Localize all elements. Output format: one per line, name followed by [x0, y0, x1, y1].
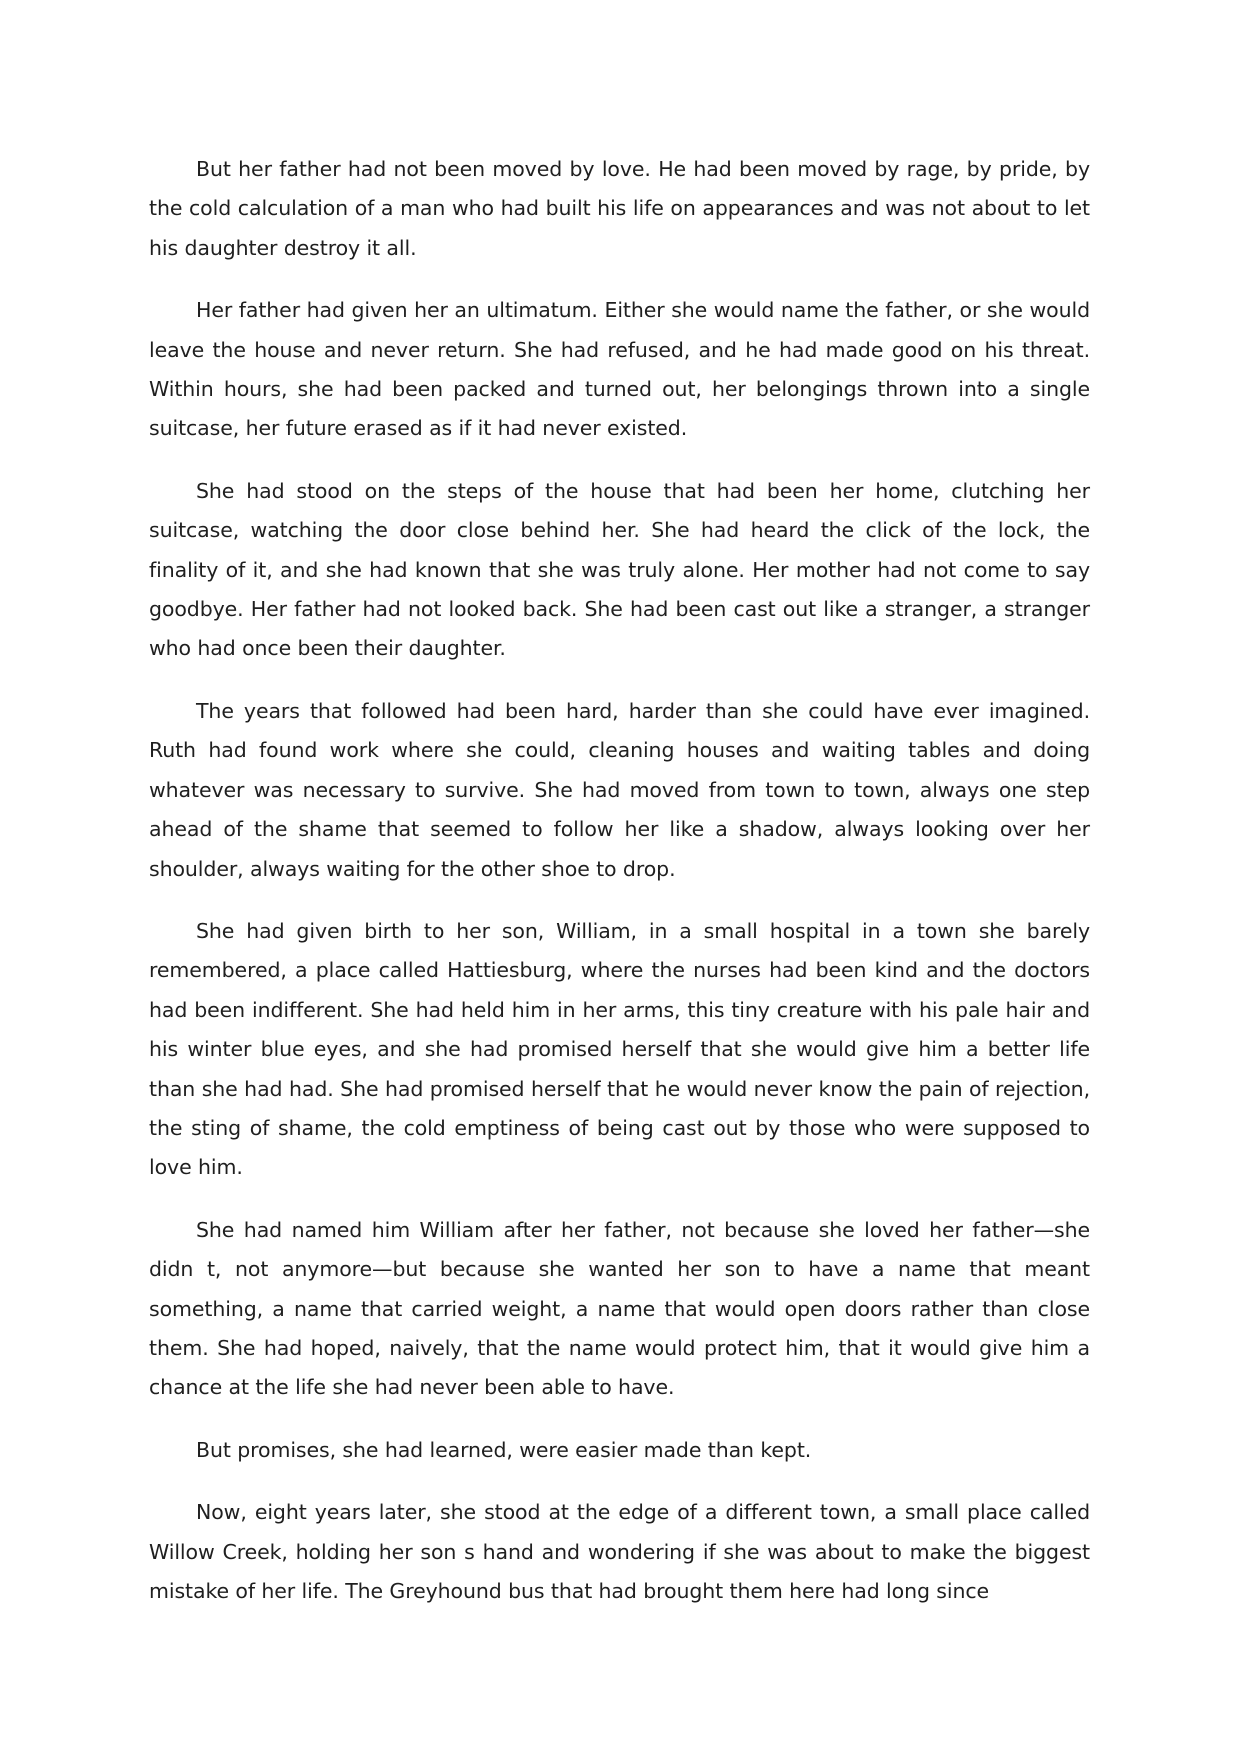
- paragraph-6: She had named him William after her father, not because she loved her father—she didn t, not anymore—but because she wanted her son to have a name that meant something, a name that carried weight, a name that would open doors rather than close them. She had hoped, naively, that the name would protect him, that it would give him a chance at the life she had never been able to have.: [149, 1217, 1090, 1400]
- paragraph-5: She had given birth to her son, William, in a small hospital in a town she barely remembered, a place called Hattiesburg, where the nurses had been kind and the doctors had been indifferent. She had held him in her arms, this tiny creature with his pale hair and his winter blue eyes, and she had promised herself that she would give him a better life than she had had. She had promised herself that he would never know the pain of rejection, the sting of shame, the cold emptiness of being cast out by those who were supposed to love him.: [149, 918, 1090, 1180]
- paragraph-3: She had stood on the steps of the house that had been her home, clutching her suitcase, watching the door close behind her. She had heard the click of the lock, the finality of it, and she had known that she was truly alone. Her mother had not come to say goodbye. Her father had not looked back. She had been cast out like a stranger, a stranger who had once been their daughter.: [149, 478, 1090, 661]
- paragraph-4: The years that followed had been hard, harder than she could have ever imagined. Ruth had found work where she could, cleaning houses and waiting tables and doing whatever was necessary to survive. She had moved from town to town, always one step ahead of the shame that seemed to follow her like a shadow, always looking over her shoulder, always waiting for the other shoe to drop.: [149, 698, 1090, 881]
- paragraph-1: But her father had not been moved by love. He had been moved by rage, by pride, by the cold calculation of a man who had built his life on appearances and was not about to let his daughter destroy it all.: [149, 157, 1090, 260]
- paragraph-7: But promises, she had learned, were easier made than kept.: [196, 1437, 812, 1462]
- paragraph-2: Her father had given her an ultimatum. Either she would name the father, or she would leave the house and never return. She had refused, and he had made good on his threat. Within hours, she had been packed and turned out, her belongings thrown into a single suitcase, her future erased as if it had never existed.: [149, 298, 1090, 441]
- paragraph-8: Now, eight years later, she stood at the edge of a different town, a small place called Willow Creek, holding her son s hand and wondering if she was about to make the biggest mistake of her life. The Greyhound bus that had brought them here had long since: [149, 1500, 1090, 1603]
